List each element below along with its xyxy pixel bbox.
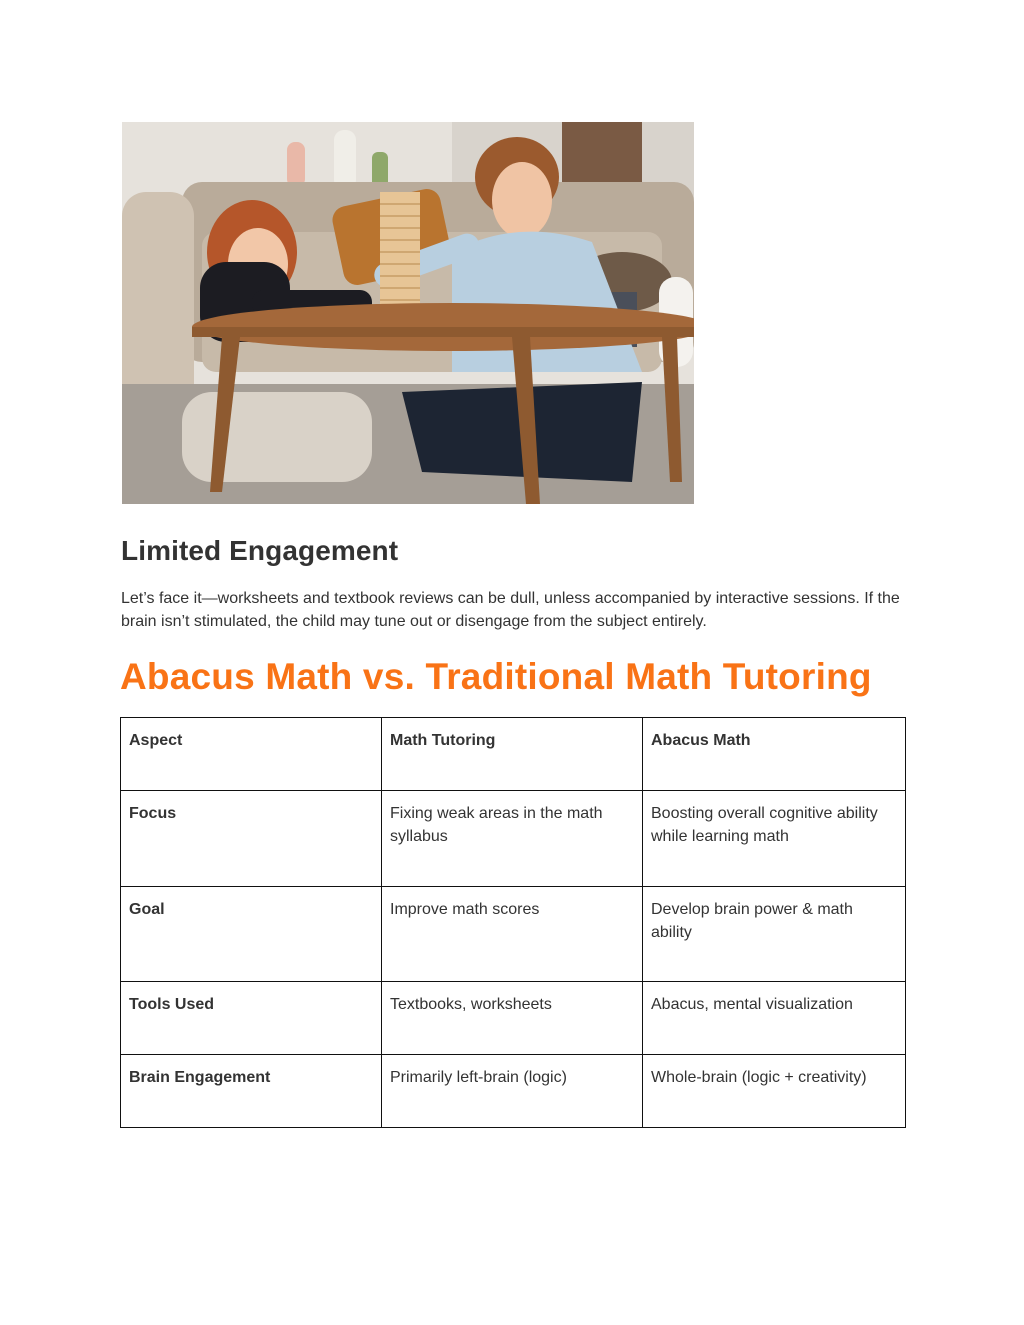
table-row bbox=[121, 1055, 906, 1128]
row-tutoring-cell: Primarily left-brain (logic) bbox=[382, 1055, 643, 1128]
row-tutoring-cell: Textbooks, worksheets bbox=[382, 982, 643, 1055]
column-header-aspect: Aspect bbox=[121, 718, 382, 791]
row-aspect-cell: Brain Engagement bbox=[121, 1055, 382, 1128]
comparison-heading: Abacus Math vs. Traditional Math Tutoring bbox=[120, 656, 872, 697]
row-tutoring-cell: Improve math scores bbox=[382, 887, 643, 982]
row-aspect-cell: Goal bbox=[121, 887, 382, 982]
table-row bbox=[121, 887, 906, 982]
row-abacus-cell: Develop brain power & math ability bbox=[643, 887, 906, 982]
column-header-math-tutoring: Math Tutoring bbox=[382, 718, 643, 791]
row-abacus-cell: Boosting overall cognitive ability while learning math bbox=[643, 791, 906, 887]
comparison-table bbox=[120, 717, 906, 1128]
row-aspect-cell: Tools Used bbox=[121, 982, 382, 1055]
children-playing-photo bbox=[122, 122, 694, 504]
table-header-row bbox=[121, 718, 906, 791]
table-row bbox=[121, 982, 906, 1055]
table-row bbox=[121, 791, 906, 887]
row-abacus-cell: Whole-brain (logic + creativity) bbox=[643, 1055, 906, 1128]
row-abacus-cell: Abacus, mental visualization bbox=[643, 982, 906, 1055]
row-tutoring-cell: Fixing weak areas in the math syllabus bbox=[382, 791, 643, 887]
row-aspect-cell: Focus bbox=[121, 791, 382, 887]
section-heading: Limited Engagement bbox=[121, 535, 399, 566]
column-header-abacus-math: Abacus Math bbox=[643, 718, 906, 791]
section-paragraph: Let’s face it—worksheets and textbook reviews can be dull, unless accompanied by interactive sessions. If the brain isn’t stimulated, the child may tune out or disengage from the subject entirely. bbox=[121, 590, 900, 630]
